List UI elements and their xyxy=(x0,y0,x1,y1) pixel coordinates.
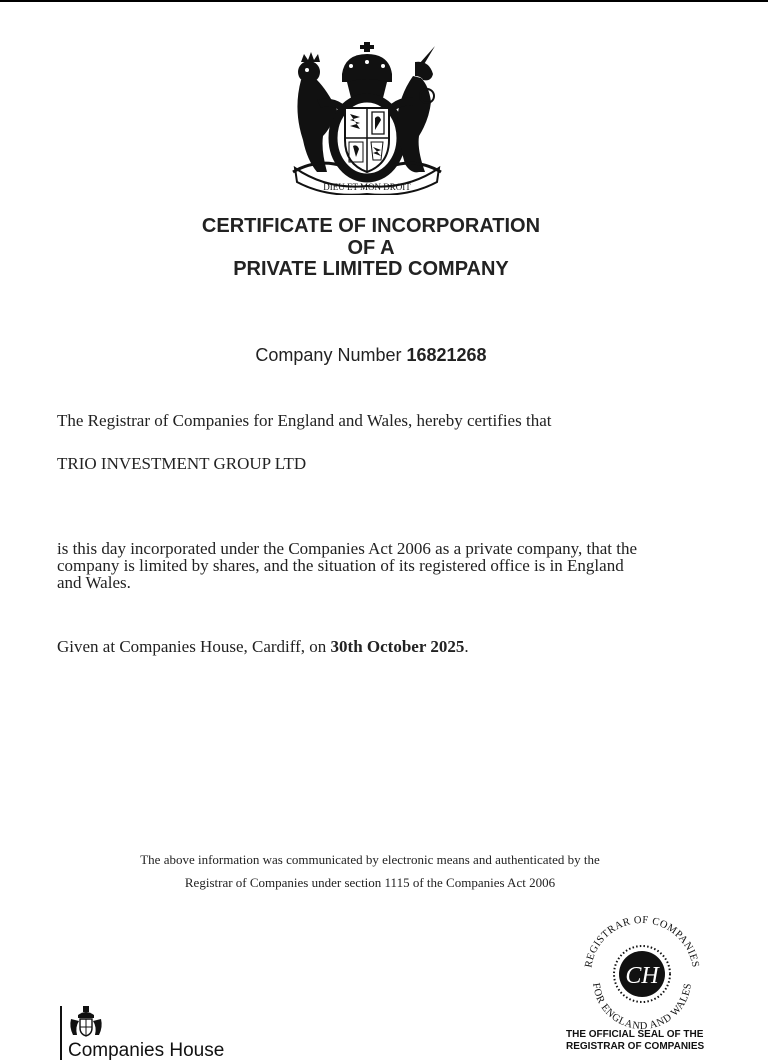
incorporation-line-3: and Wales. xyxy=(57,573,131,592)
given-date: 30th October 2025 xyxy=(330,637,465,656)
crest-motto-lower: DIEU ET MON DROIT xyxy=(323,182,411,192)
electronic-authentication-note-line-1: The above information was communicated by electronic means and authenticated by the xyxy=(140,852,600,867)
company-name: TRIO INVESTMENT GROUP LTD xyxy=(57,454,307,473)
seal-ring-text-bottom: FOR ENGLAND AND WALES xyxy=(590,982,694,1033)
incorporation-line-2: company is limited by shares, and the situation of its registered office is in England xyxy=(57,556,624,575)
seal-ring-text-top: REGISTRAR OF COMPANIES xyxy=(583,914,701,969)
seal-caption-line-1: THE OFFICIAL SEAL OF THE xyxy=(566,1029,704,1040)
given-prefix: Given at Companies House, Cardiff, on xyxy=(57,637,327,656)
title-line-3: PRIVATE LIMITED COMPANY xyxy=(233,258,509,280)
certificate-title xyxy=(0,216,742,281)
companies-house-crest-icon xyxy=(68,1005,104,1039)
company-number-value: 16821268 xyxy=(406,345,487,365)
royal-coat-of-arms-icon xyxy=(287,40,447,195)
seal-caption xyxy=(566,1029,726,1053)
title-line-1: CERTIFICATE OF INCORPORATION xyxy=(201,215,541,237)
registrar-seal-icon xyxy=(577,908,707,1033)
company-number-label: Company Number xyxy=(255,345,402,365)
seal-caption-line-2: REGISTRAR OF COMPANIES xyxy=(566,1041,705,1052)
incorporation-line-1: is this day incorporated under the Companies Act 2006 as a private company, that the xyxy=(57,539,638,558)
seal-monogram: CH xyxy=(625,963,659,989)
company-number-line xyxy=(0,345,742,366)
given-at-statement xyxy=(57,638,707,655)
companies-house-wordmark: Companies House xyxy=(68,1040,225,1061)
branding-divider xyxy=(60,1006,62,1060)
registrar-certifies-text: The Registrar of Companies for England and Wales, hereby certifies that xyxy=(57,411,552,430)
given-suffix: . xyxy=(464,637,469,656)
incorporation-statement xyxy=(57,540,707,591)
electronic-authentication-note-line-2: Registrar of Companies under section 1115 of the Companies Act 2006 xyxy=(184,875,556,890)
top-border-line xyxy=(0,0,768,2)
title-line-2: OF A xyxy=(347,236,395,259)
